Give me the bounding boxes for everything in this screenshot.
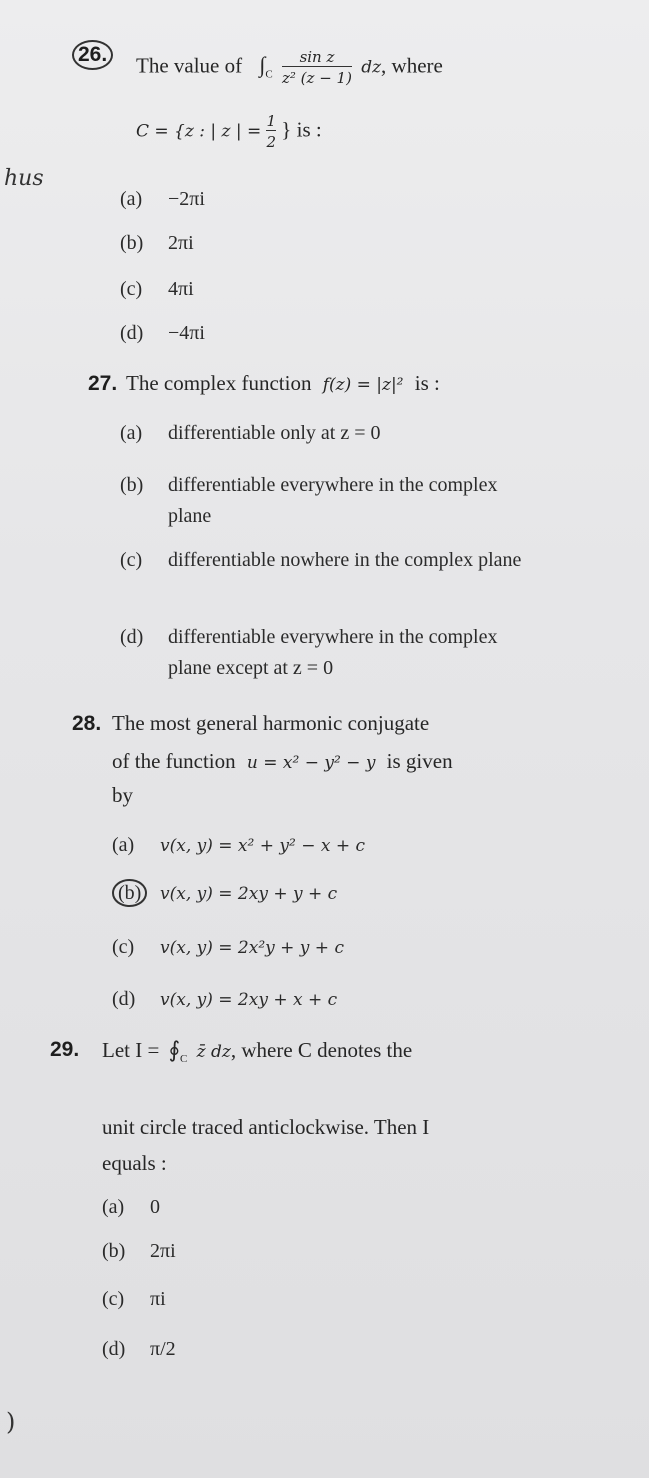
option-c[interactable] bbox=[112, 936, 344, 959]
option-label: (a) bbox=[120, 422, 143, 444]
option-text: −4πi bbox=[168, 322, 205, 344]
set-left: C = {z : | z | = bbox=[136, 121, 262, 142]
stem-text: The complex function bbox=[126, 371, 312, 395]
option-label-wrap bbox=[112, 882, 160, 905]
option-label: (a) bbox=[102, 1196, 125, 1218]
option-b[interactable] bbox=[120, 470, 530, 532]
option-a[interactable] bbox=[120, 188, 205, 211]
option-d[interactable] bbox=[120, 322, 205, 345]
integrand-fraction bbox=[282, 48, 352, 87]
option-text: 0 bbox=[150, 1196, 160, 1218]
option-a[interactable] bbox=[112, 834, 365, 857]
question-stem bbox=[126, 368, 440, 401]
option-label: (d) bbox=[102, 1338, 126, 1360]
option-text: v(x, y) = x² + y² − x + c bbox=[160, 836, 366, 856]
integral-subscript: C bbox=[265, 68, 273, 81]
stem-text: , where bbox=[381, 53, 443, 78]
option-label: (d) bbox=[120, 626, 144, 648]
option-text: 2πi bbox=[168, 232, 194, 254]
fraction-denominator: 2 bbox=[266, 130, 276, 151]
option-label: (b) bbox=[102, 1240, 126, 1262]
option-label: (b) bbox=[120, 474, 144, 496]
option-c[interactable] bbox=[120, 545, 530, 576]
set-right: } is : bbox=[281, 117, 322, 142]
question-stem-line-2: unit circle traced anticlockwise. Then I bbox=[102, 1115, 430, 1139]
question-number: 28. bbox=[72, 712, 102, 735]
option-d[interactable] bbox=[102, 1338, 176, 1361]
option-c[interactable] bbox=[102, 1288, 166, 1311]
option-text: π/2 bbox=[150, 1338, 176, 1360]
integrand: z̄ dz bbox=[196, 1042, 231, 1062]
set-fraction bbox=[266, 112, 276, 151]
option-label: (d) bbox=[120, 322, 144, 344]
option-label: (c) bbox=[102, 1288, 125, 1310]
fraction-denominator: z² (z − 1) bbox=[282, 66, 352, 87]
question-stem-line-1 bbox=[102, 1034, 412, 1075]
option-text: 4πi bbox=[168, 278, 194, 300]
option-label: (c) bbox=[120, 278, 143, 300]
set-definition bbox=[136, 112, 322, 151]
contour-integral-sign: ∮ bbox=[168, 1037, 181, 1062]
option-label: (b) bbox=[112, 879, 147, 907]
option-label: (d) bbox=[112, 988, 136, 1010]
option-text: differentiable nowhere in the complex plane bbox=[168, 549, 522, 571]
option-text: v(x, y) = 2xy + x + c bbox=[160, 990, 338, 1010]
question-stem-line-3: by bbox=[112, 783, 133, 807]
question-number: 29. bbox=[50, 1038, 80, 1061]
stem-text: Let I = bbox=[102, 1038, 160, 1062]
margin-note: hus bbox=[4, 166, 44, 191]
option-b[interactable] bbox=[112, 882, 337, 905]
option-text: −2πi bbox=[168, 188, 205, 210]
option-b[interactable] bbox=[102, 1240, 176, 1263]
stem-text: , where C denotes the bbox=[230, 1038, 413, 1062]
option-text: differentiable only at z = 0 bbox=[168, 422, 381, 444]
bottom-mark: ) bbox=[6, 1408, 16, 1436]
question-stem-line-2 bbox=[112, 746, 453, 779]
stem-text: is given bbox=[386, 749, 453, 773]
option-label: (c) bbox=[120, 549, 143, 571]
function-expression: u = x² − y² − y bbox=[246, 753, 376, 773]
option-text: differentiable everywhere in the complex plane except at z = 0 bbox=[168, 626, 498, 679]
option-a[interactable] bbox=[120, 422, 381, 445]
option-label: (a) bbox=[120, 188, 143, 210]
option-text: v(x, y) = 2xy + y + c bbox=[160, 884, 338, 904]
stem-text: The value of bbox=[136, 53, 243, 78]
stem-text: of the function bbox=[112, 749, 236, 773]
option-c[interactable] bbox=[120, 278, 194, 301]
integral-sign: ∫ bbox=[259, 52, 266, 78]
option-label: (b) bbox=[120, 232, 144, 254]
option-d[interactable] bbox=[112, 988, 337, 1011]
option-text: πi bbox=[150, 1288, 166, 1310]
fraction-numerator: 1 bbox=[266, 112, 277, 130]
question-number: 27. bbox=[88, 372, 118, 395]
option-label: (c) bbox=[112, 936, 135, 958]
option-label: (a) bbox=[112, 834, 135, 856]
option-text: v(x, y) = 2x²y + y + c bbox=[160, 938, 344, 958]
stem-text: is : bbox=[414, 371, 440, 395]
question-stem-line-3: equals : bbox=[102, 1151, 167, 1175]
option-b[interactable] bbox=[120, 232, 194, 255]
fraction-numerator: sin z bbox=[299, 48, 335, 66]
option-a[interactable] bbox=[102, 1196, 160, 1219]
differential: dz bbox=[361, 57, 382, 78]
question-number: 26. bbox=[72, 40, 113, 70]
function-expression: f(z) = |z|² bbox=[322, 375, 404, 395]
option-text: 2πi bbox=[150, 1240, 176, 1262]
question-stem-line-1: The most general harmonic conjugate bbox=[112, 711, 430, 735]
option-d[interactable] bbox=[120, 622, 530, 684]
option-text: differentiable everywhere in the complex plane bbox=[168, 474, 498, 527]
integral-subscript: C bbox=[180, 1053, 188, 1066]
question-stem bbox=[136, 48, 443, 91]
